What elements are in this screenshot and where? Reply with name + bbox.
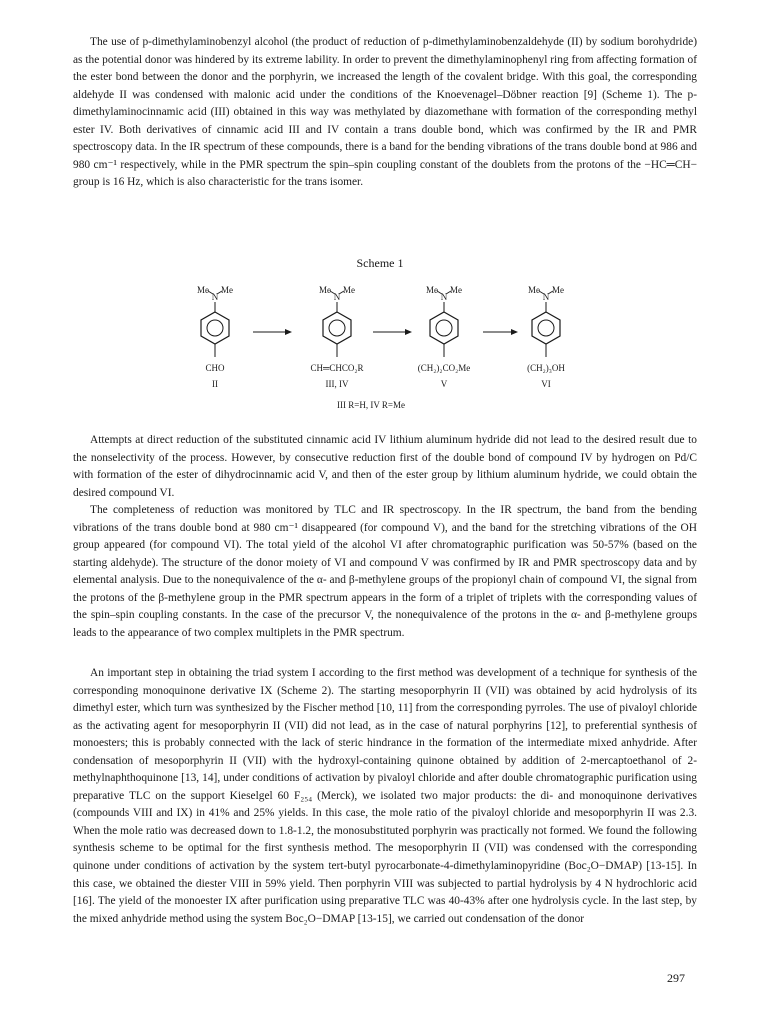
molecule-iii-iv [310, 285, 363, 389]
paragraph-reduction-attempts: Attempts at direct reduction of the substituted cinnamic acid IV lithium aluminum hydride did not lead to the desired result due to the nonselectivity of the process. However, by consecutive reduction first of the double bond of compound IV by hydrogen on Pd/C with formation of the ester of dihydrocinnamic acid V, and then of the ester group by lithium aluminum hydride, we could obtain the desired compound VI. [73, 434, 697, 499]
methyl-label-left: Me [197, 285, 209, 295]
reaction-arrow [373, 329, 412, 335]
methyl-label-right: Me [552, 285, 564, 295]
nitrogen-label: N [211, 292, 219, 302]
compound-number: II [212, 379, 218, 389]
molecule-ii [197, 285, 233, 389]
substituent-label: (CH₂)₃OH [527, 363, 565, 373]
scheme-1 [150, 256, 610, 416]
methyl-label-right: Me [221, 285, 233, 295]
molecule-vi [527, 285, 565, 389]
substituent-label: CHO [205, 363, 225, 373]
molecule-v [418, 285, 470, 389]
nitrogen-label: N [333, 292, 341, 302]
scheme-footnote: III R=H, IV R=Me [337, 400, 405, 410]
methyl-label-left: Me [319, 285, 331, 295]
compound-number: V [440, 379, 448, 389]
paragraph-donor-synthesis: The use of p-dimethylaminobenzyl alcohol (the product of reduction of p-dimethylaminobenzaldehyde (II) by sodium borohydride) as the potential donor was hindered by its extreme lability. In order to prevent the dimethylaminophenyl ring from affecting formation of the ester bond between the donor and the porphyrin, we increased the length of the covalent bridge. With this goal, the corresponding aldehyde II was condensed with malonic acid under the conditions of the Knoevenagel–Döbner reaction [9] (Scheme 1). The p-dimethylaminocinnamic acid (III) obtained in this way was methylated by diazomethane with formation of the corresponding methyl ester IV. Both derivatives of cinnamic acid III and IV contain a trans double bond, which was confirmed by the IR and PMR spectroscopy data. In the IR spectrum of these compounds, there is a band for the bending vibrations of the trans double bond at 986 and 980 cm⁻¹ respectively, while in the PMR spectrum the spin–spin coupling constant of the doublets from the protons of the −HC═CH− group is 16 Hz, which is also characteristic for the trans isomer. [73, 36, 697, 189]
substituent-label: (CH₂)₂CO₂Me [417, 363, 471, 373]
nitrogen-label: N [440, 292, 448, 302]
page-number: 297 [667, 971, 685, 985]
methyl-label-right: Me [343, 285, 355, 295]
nitrogen-label: N [542, 292, 550, 302]
methyl-label-right: Me [450, 285, 462, 295]
paragraph-monoquinone-synthesis: An important step in obtaining the triad system I according to the first method was development of a technique for synthesis of the corresponding monoquinone derivative IX (Scheme 2). The starting mesoporphyrin II (VII) was obtained by acid hydrolysis of its dimethyl ester, which turn was synthesized by the Fischer method [10, 11] from the corresponding pyrroles. The use of pivaloyl chloride as the activating agent for mesoporphyrin II (VII) did not lead, as in the case of natural porphyrins [12], to preferential synthesis of monoesters; this is probably connected with the lack of steric hindrance in the formation of the intermediate mixed anhydride. After condensation of mesoporphyrin II (VII) with the hydroxyl-containing quinone obtained by addition of 2-mercaptoethanol of 2-methylnaphthoquinone [13, 14], under conditions of activation by pivaloyl chloride and after double chromatographic purification using preparative TLC on the support Kieselgel 60 F₂₅₄ (Merck), we isolated two major products: the di- and monoquinone derivatives (compounds VIII and IX) in 41% and 25% yields. In this case, the mole ratio of the pivaloyl chloride and mesoporphyrin II was 2.3. When the mole ratio was decreased down to 1.8-1.2, the monosubstituted porphyrin was practically not formed. We found the following synthesis scheme to be optimal for the first synthesis method. The mesoporphyrin II (VII) was condensed with the corresponding quinone under conditions of activation by the system tert-butyl pyrocarbonate-4-dimethylaminopyridine (Boc₂O−DMAP) [13-15]. In this case, we obtained the diester VIII in 59% yield. Then porphyrin VIII was subjected to partial hydrolysis by 4 N hydrochloric acid [16]. The yield of the monoester IX after purification using preparative TLC was 40-43% after one hydrolysis cycle. In the last step, by the mixed anhydride method using the system Boc₂O−DMAP [13-15], we carried out condensation of the donor [73, 667, 697, 925]
scheme-title: Scheme 1 [356, 256, 404, 270]
substituent-label: CH═CHCO₂R [310, 363, 364, 373]
reaction-arrow [483, 329, 518, 335]
methyl-label-left: Me [528, 285, 540, 295]
methyl-label-left: Me [426, 285, 438, 295]
compound-number: VI [541, 379, 551, 389]
compound-number: III, IV [325, 379, 349, 389]
reaction-arrow [253, 329, 292, 335]
paragraph-reduction-monitoring: The completeness of reduction was monitored by TLC and IR spectroscopy. In the IR spectrum, the band from the bending vibrations of the trans double bond at 980 cm⁻¹ disappeared (for compound V), and the band for the stretching vibrations of the OH group appeared (for compound VI). The total yield of the alcohol VI after chromatographic purification was 50-57% (based on the starting aldehyde). The structure of the donor moiety of VI and compound V was confirmed by IR and PMR spectroscopy data and by elemental analysis. Due to the nonequivalence of the α- and β-methylene groups of the propionyl chain of compound VI, the signal from the protons of the β-methylene group in the PMR spectrum appears in the form of a triplet of triplets with the corresponding values of the spin–spin coupling constants. In the case of the precursor V, the nonequivalence of the protons in the α- and β-methylene groups leads to the appearance of two complex multiplets in the PMR spectrum. [73, 504, 697, 639]
